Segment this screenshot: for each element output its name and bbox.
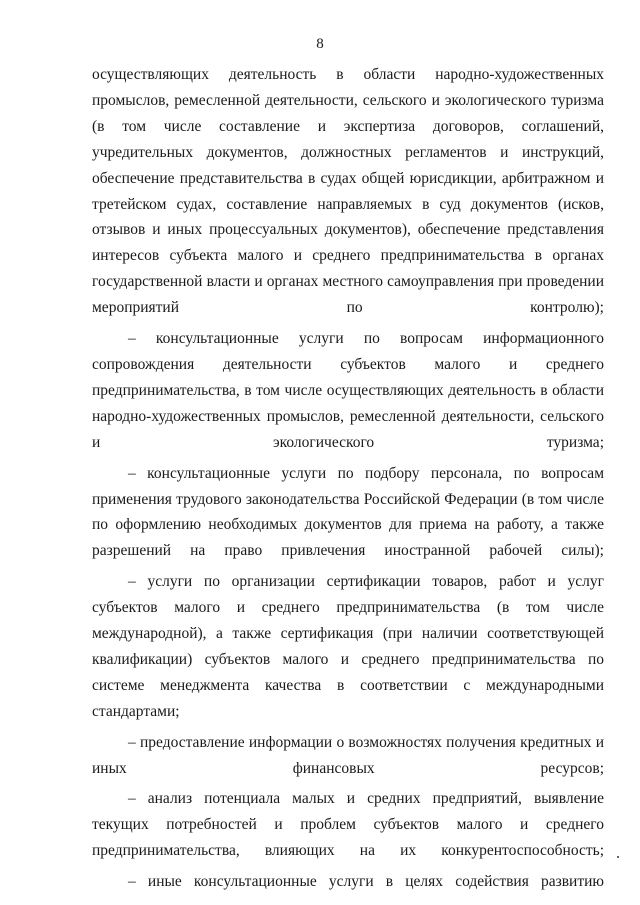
list-item-certification: – услуги по организации сертификации товаров, работ и услуг субъектов малого и среднего предпринимательства (в том числе международной), а также сертификация (при наличии соответствующей квалификации) субъектов малого и среднего предпринимательства по системе менеджмента качества в соответствии с международными стандартами; [92, 573, 604, 720]
list-item-other-consulting: – иные консультационные услуги в целях содействия развитию [128, 873, 604, 891]
paragraph-continuation: осуществляющих деятельность в области народно-художественных промыслов, ремесленной деятельности, сельского и экологического туризма (в том числе составление и экспертиза договоров, соглашений, учредительных документов, должностных регламентов и инструкций, обеспечение представительства в судах общей юрисдикции, арбитражном и третейском судах, составление направляемых в суд документов (исков, отзывов и иных процессуальных документов), обеспечение представления интересов субъекта малого и среднего предпринимательства в органах государственной власти и органах местного самоуправления при проведении мероприятий по контролю); [92, 66, 604, 317]
list-item-potential-analysis: – анализ потенциала малых и средних предприятий, выявление текущих потребностей и проблем субъектов малого и среднего предпринимательства, влияющих на их конкурентоспособность; [92, 790, 604, 860]
page-number: 8 [316, 36, 324, 52]
scan-artifact-dot [617, 856, 619, 858]
document-body [92, 62, 604, 895]
list-item-personnel-selection: – консультационные услуги по подбору персонала, по вопросам применения трудового законодательства Российской Федерации (в том числе по оформлению необходимых документов для приема на работу, а также разрешений на право привлечения иностранной рабочей силы); [92, 464, 604, 560]
list-item-financial-information: – предоставление информации о возможностях получения кредитных и иных финансовых ресурсов; [92, 733, 604, 777]
list-item-information-support: – консультационные услуги по вопросам информационного сопровождения деятельности субъектов малого и среднего предпринимательства, в том числе осуществляющих деятельность в области народно-художественных промыслов, ремесленной деятельности, сельского и экологического туризма; [92, 330, 604, 451]
